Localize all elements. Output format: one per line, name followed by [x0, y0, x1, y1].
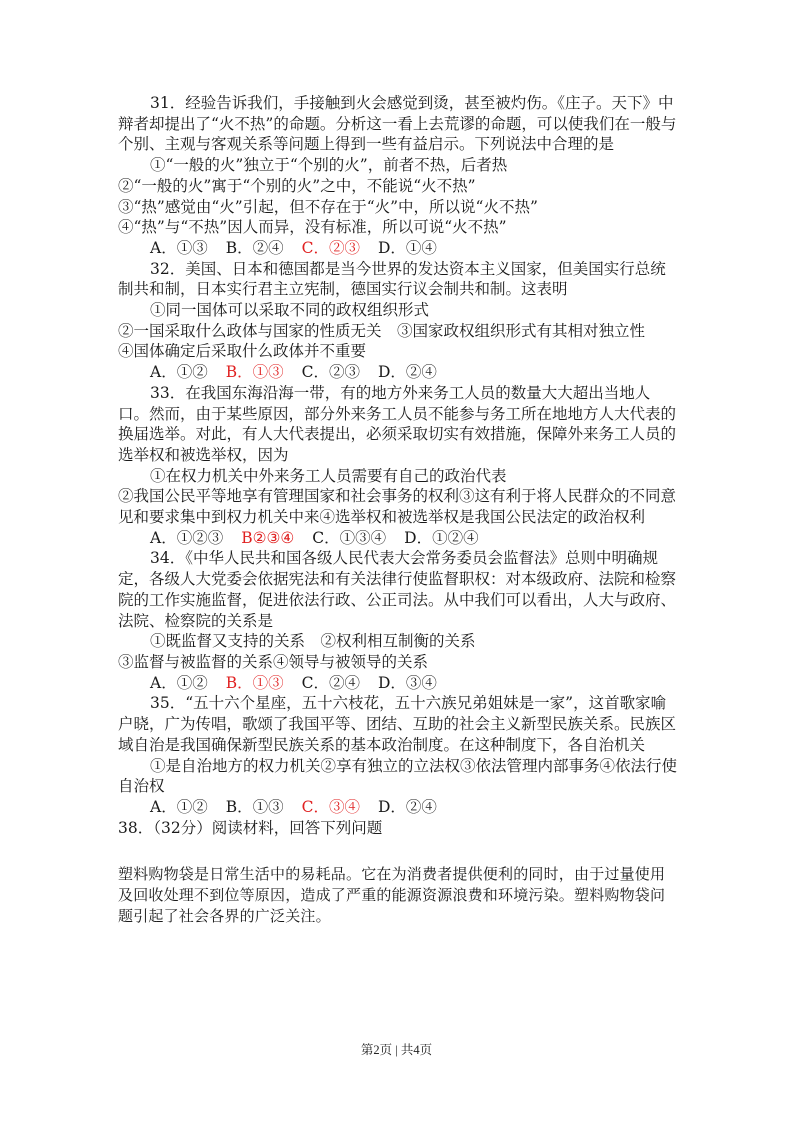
option-c-correct: C．②③ — [301, 238, 360, 257]
statement-line: ①“一般的火”独立于“个别的火”，前者不热，后者热 — [150, 156, 508, 175]
statement-line: ③监督与被监督的关系④领导与被领导的关系 — [118, 652, 429, 671]
option-a: A．①② — [150, 797, 208, 816]
option-d: D．①④ — [377, 238, 437, 257]
question-stem: 33．在我国东海沿海一带，有的地方外来务工人员的数量大大超出当地人口。然而，由于某些原因，部分外来务工人员不能参与务工所在地地方人大代表的换届选举。对此，有人大代表提出，必须采取切实有效措施，保障外来务工人员的选举权和被选举权，因为 — [118, 383, 677, 464]
statement-line: ①同一国体可以采取不同的政权组织形式 — [150, 301, 430, 320]
reading-material: 塑料购物袋是日常生活中的易耗品。它在为消费者提供便利的同时，由于过量使用及回收处理不到位等原因，造成了严重的能源资源浪费和环境污染。塑料购物袋问题引起了社会各界的广泛关注。 — [118, 865, 666, 926]
question-34 — [118, 548, 678, 693]
option-b-correct: B．①③ — [225, 673, 284, 692]
question-stem: 35．“五十六个星座，五十六枝花，五十六族兄弟姐妹是一家”，这首歌家喻户晓，广为传唱，歌颂了我国平等、团结、互助的社会主义新型民族关系。民族区域自治是我国确保新型民族关系的基本政治制度。在这种制度下，各自治机关 — [118, 694, 677, 754]
statement-line: ①既监督又支持的关系 ②权利相互制衡的关系 — [150, 632, 476, 651]
question-stem: 32．美国、日本和德国都是当今世界的发达资本主义国家，但美国实行总统制共和制，日本实行君主立宪制，德国实行议会制共和制。这表明 — [118, 259, 666, 299]
option-c: C．①③④ — [312, 528, 387, 547]
statement-line: ①在权力机关中外来务工人员需要有自己的政治代表 — [150, 466, 507, 485]
statement-line: ④“热”与“不热”因人而异，没有标准，所以可说“火不热” — [118, 218, 507, 237]
question-content — [118, 93, 678, 927]
answer-options — [118, 673, 678, 694]
statement-line: ④国体确定后采取什么政体并不重要 — [118, 342, 367, 361]
option-b: B．②④ — [225, 238, 284, 257]
answer-options — [118, 238, 678, 259]
statement-line: ②“一般的火”寓于“个别的火”之中，不能说“火不热” — [118, 176, 476, 195]
option-c-correct: C．③④ — [301, 797, 360, 816]
option-c: C．②③ — [301, 363, 360, 382]
option-d: D．②④ — [377, 363, 437, 382]
option-d: D．③④ — [377, 673, 437, 692]
answer-options — [118, 797, 678, 818]
question-33 — [118, 383, 678, 549]
statement-line: ②一国采取什么政体与国家的性质无关 ③国家政权组织形式有其相对独立性 — [118, 321, 646, 340]
option-a: A．①② — [150, 673, 208, 692]
option-a: A．①② — [150, 363, 208, 382]
option-a: A．①②③ — [150, 528, 224, 547]
question-stem: 34．《中华人民共和国各级人民代表大会常务委员会监督法》总则中明确规定，各级人大党委会依据宪法和有关法律行使监督职权：对本级政府、法院和检察院的工作实施监督，促进依法行政、公正司法。从中我们可以看出，人大与政府、法院、检察院的关系是 — [118, 549, 677, 630]
answer-options — [118, 528, 678, 549]
question-32 — [118, 259, 678, 383]
option-b: B．①③ — [225, 797, 284, 816]
option-b-correct: B②③④ — [241, 528, 295, 547]
option-d: D．②④ — [377, 797, 437, 816]
statement-line: ③“热”感觉由“火”引起，但不存在于“火”中，所以说“火不热” — [118, 197, 538, 216]
page-footer: 第2页 | 共4页 — [360, 1043, 433, 1057]
question-31 — [118, 93, 678, 259]
spacer — [118, 838, 678, 864]
question-stem: 31．经验告诉我们，手接触到火会感觉到烫，甚至被灼伤。《庄子。天下》中辩者却提出了“火不热”的命题。分析这一看上去荒谬的命题，可以使我们在一般与个别、主观与客观关系等问题上得到一些有益启示。下列说法中合理的是 — [118, 94, 677, 154]
statement-line: ②我国公民平等地享有管理国家和社会事务的权利③这有利于将人民群众的不同意见和要求集中到权力机关中来④选举权和被选举权是我国公民法定的政治权利 — [118, 487, 677, 527]
question-38-header: 38．（32分）阅读材料，回答下列问题 — [118, 818, 383, 837]
question-35 — [118, 693, 678, 817]
option-d: D．①②④ — [404, 528, 479, 547]
statement-line: ①是自治地方的权力机关②享有独立的立法权③依法管理内部事务④依法行使自治权 — [118, 756, 678, 796]
option-a: A．①③ — [150, 238, 208, 257]
option-b-correct: B．①③ — [225, 363, 284, 382]
answer-options — [118, 362, 678, 383]
option-c: C．②④ — [301, 673, 360, 692]
